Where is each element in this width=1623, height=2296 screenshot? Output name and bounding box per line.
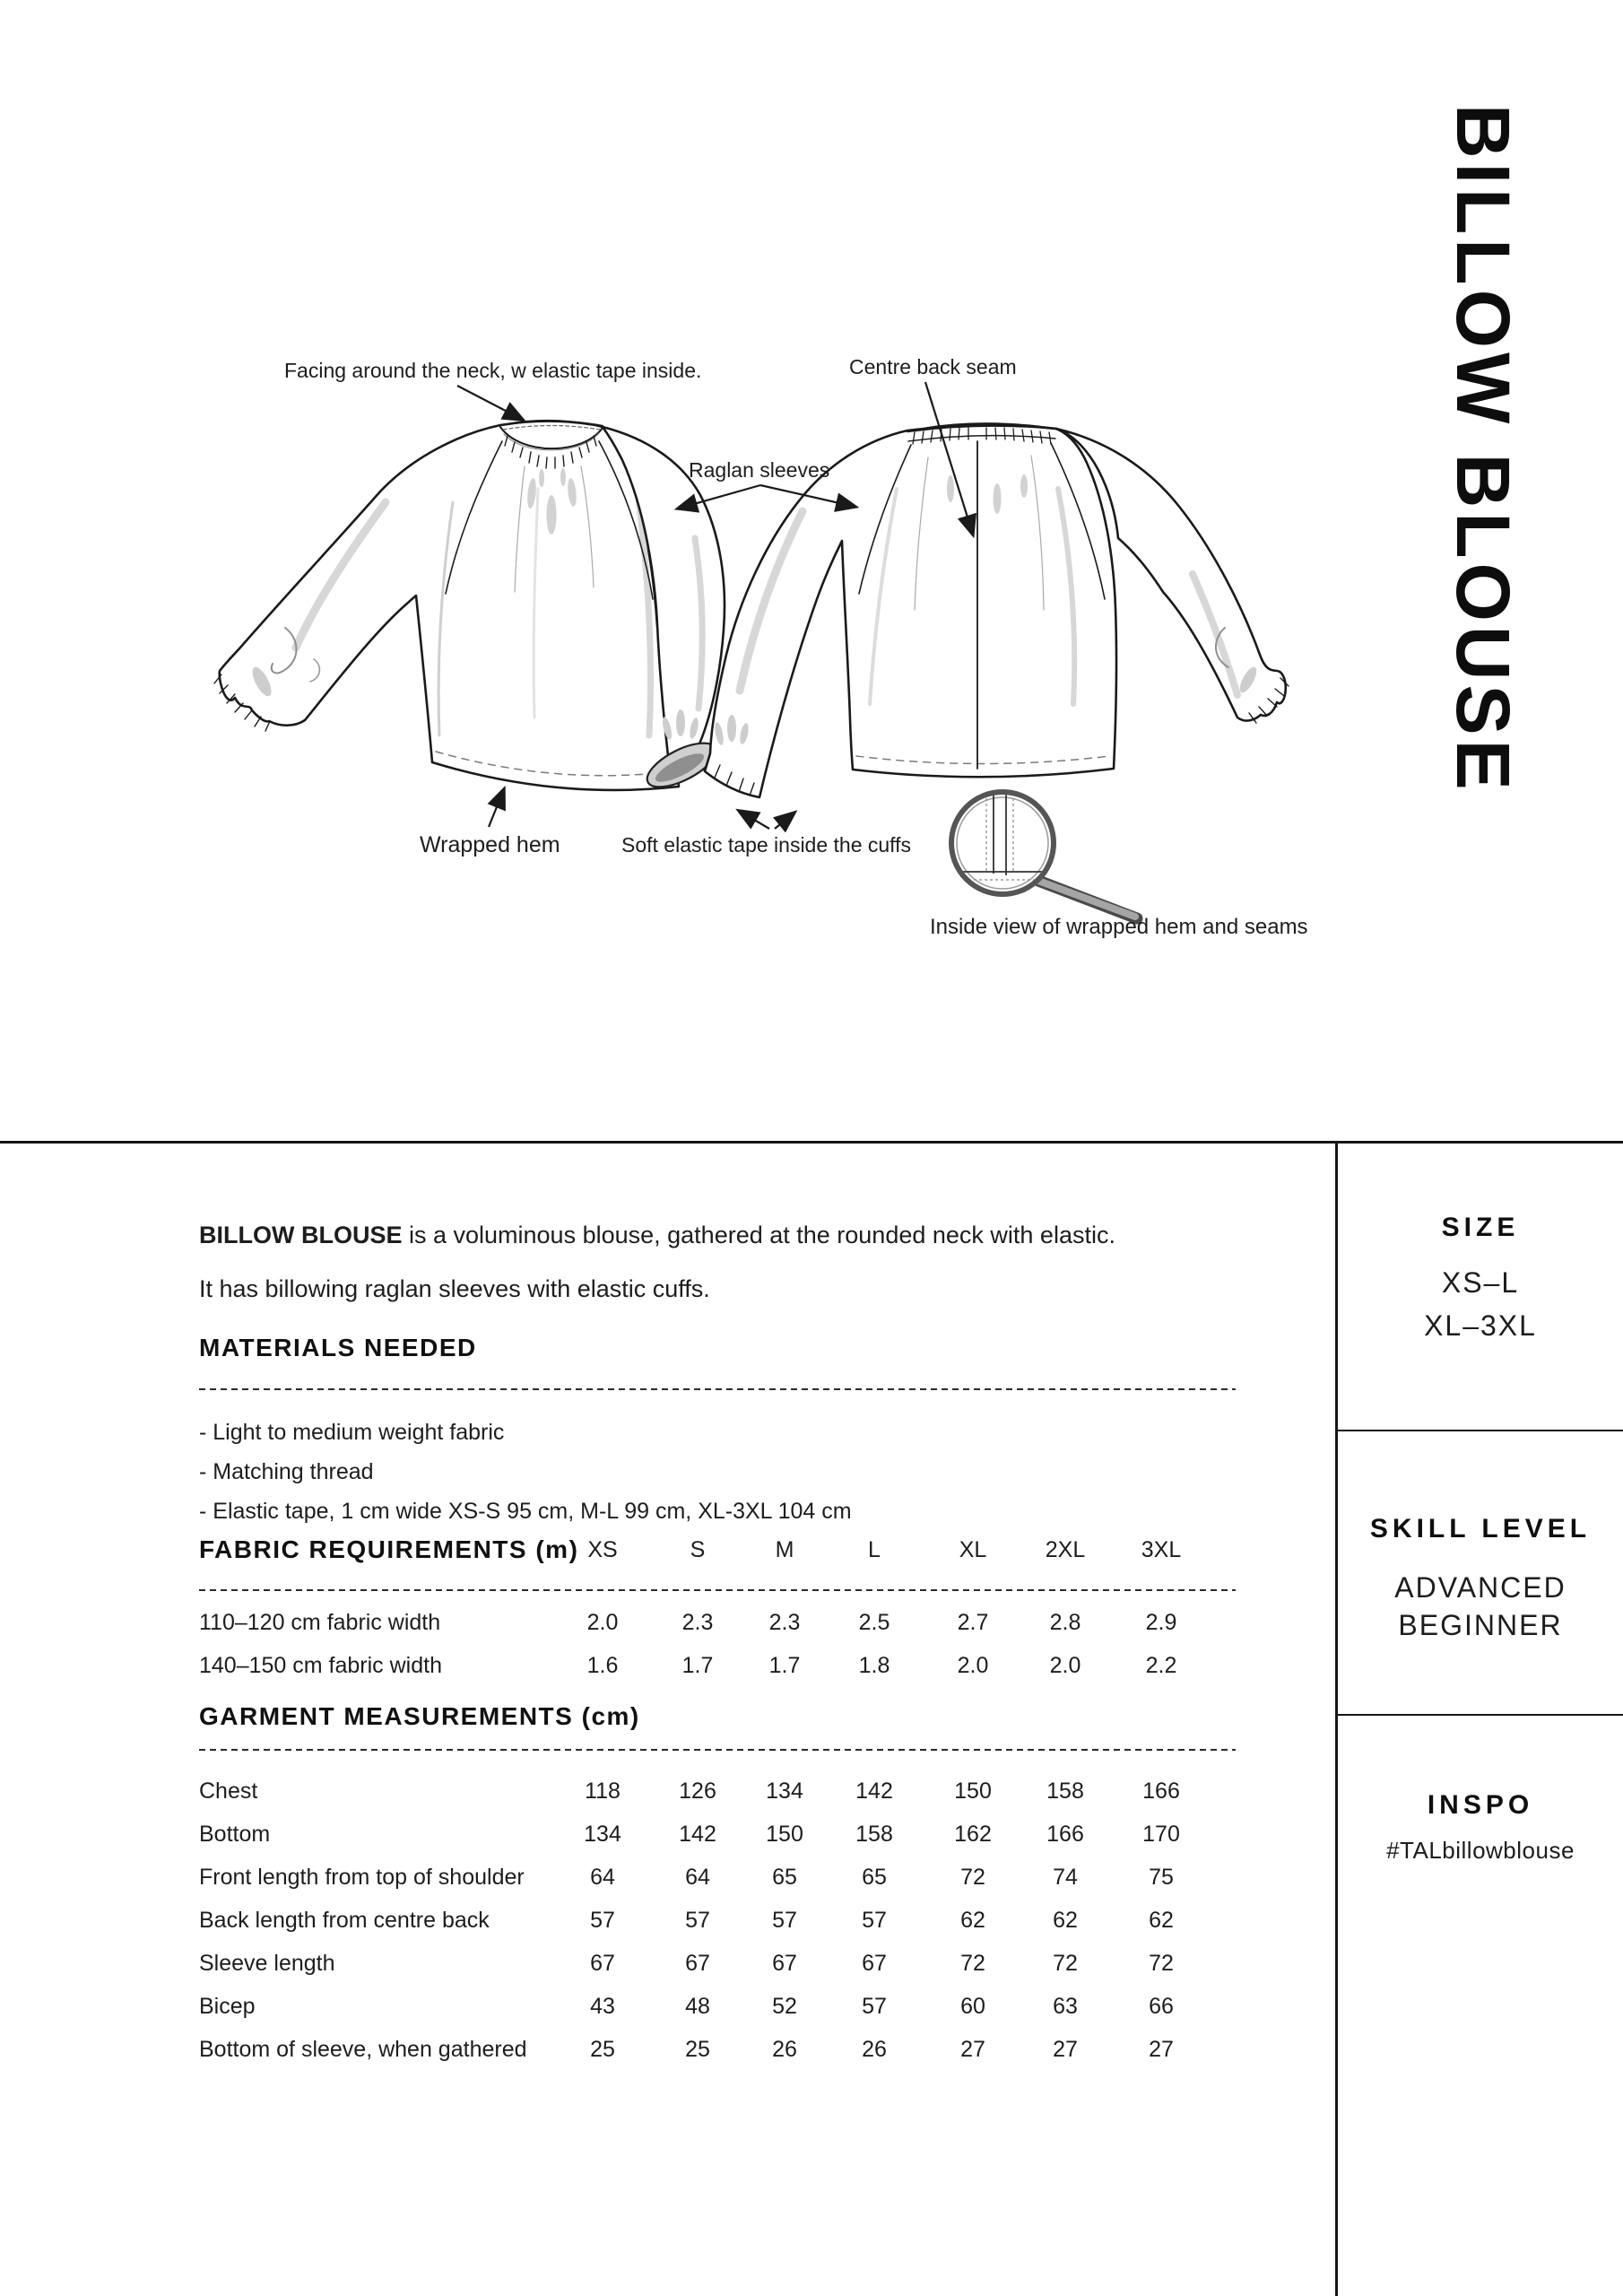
fabric-row-label: 140–150 cm fabric width <box>199 1653 442 1678</box>
garment-value: 57 <box>862 1994 887 2019</box>
sidebar-size-heading: SIZE <box>1441 1213 1520 1242</box>
fabric-value: 1.8 <box>858 1653 890 1678</box>
garment-value: 27 <box>1053 2037 1078 2062</box>
front-view <box>214 421 725 796</box>
garment-value: 63 <box>1053 1994 1078 2019</box>
fabric-value: 2.3 <box>768 1610 801 1635</box>
garment-row-label: Chest <box>199 1779 258 1804</box>
garment-value: 25 <box>685 2037 710 2062</box>
garment-row-label: Bicep <box>199 1994 256 2019</box>
materials-item: - Matching thread <box>199 1459 374 1484</box>
size-column-header: S <box>690 1537 706 1562</box>
annotation-soft-elastic-cuffs: Soft elastic tape inside the cuffs <box>621 833 912 857</box>
sidebar-divider-2 <box>1338 1714 1623 1716</box>
garment-value: 158 <box>1046 1779 1084 1804</box>
garment-value: 162 <box>954 1822 992 1847</box>
garment-value: 158 <box>855 1822 893 1847</box>
garment-value: 72 <box>960 1865 985 1890</box>
fabric-requirements-heading: FABRIC REQUIREMENTS (m) <box>199 1535 579 1563</box>
garment-value: 27 <box>960 2037 985 2062</box>
description-bold: BILLOW BLOUSE <box>199 1222 403 1248</box>
garment-value: 26 <box>772 2037 797 2062</box>
materials-item: - Light to medium weight fabric <box>199 1420 505 1445</box>
garment-value: 62 <box>1053 1908 1078 1933</box>
annotation-raglan-sleeves: Raglan sleeves <box>689 458 830 482</box>
garment-row-label: Bottom <box>199 1822 271 1847</box>
garment-value: 64 <box>685 1865 710 1890</box>
fabric-value: 1.6 <box>586 1653 619 1678</box>
garment-value: 134 <box>766 1779 803 1804</box>
garment-value: 67 <box>685 1951 710 1976</box>
page-title-vertical: BILLOW BLOUSE <box>1441 104 1525 795</box>
garment-value: 66 <box>1149 1994 1174 2019</box>
sidebar-skill-heading: SKILL LEVEL <box>1369 1514 1592 1544</box>
garment-row-label: Bottom of sleeve, when gathered <box>199 2037 527 2062</box>
garment-value: 27 <box>1149 2037 1174 2062</box>
size-column-header: 3XL <box>1141 1537 1182 1562</box>
fabric-value: 1.7 <box>681 1653 714 1678</box>
garment-value: 57 <box>772 1908 797 1933</box>
annotation-centre-back-seam: Centre back seam <box>849 355 1017 378</box>
garment-row-label: Back length from centre back <box>199 1908 490 1933</box>
materials-heading: MATERIALS NEEDED <box>199 1334 477 1361</box>
garment-value: 150 <box>766 1822 803 1847</box>
garment-value: 134 <box>584 1822 621 1847</box>
garment-value: 65 <box>772 1865 797 1890</box>
garment-value: 75 <box>1149 1865 1174 1890</box>
sidebar-inspo-hashtag: #TALbillowblouse <box>1386 1837 1575 1864</box>
garment-value: 166 <box>1046 1822 1084 1847</box>
garment-value: 142 <box>855 1779 893 1804</box>
description-rest: is a voluminous blouse, gathered at the rounded neck with elastic. <box>402 1222 1115 1248</box>
fabric-value: 2.8 <box>1049 1610 1081 1635</box>
sidebar-inspo-heading: INSPO <box>1427 1790 1534 1820</box>
main-horizontal-rule <box>0 1141 1623 1144</box>
fabric-value: 1.7 <box>768 1653 801 1678</box>
size-column-header: M <box>775 1537 794 1562</box>
sidebar-size-range-1: XS–L <box>1441 1266 1520 1299</box>
fabric-value: 2.0 <box>1049 1653 1081 1678</box>
sidebar-size-range-2: XL–3XL <box>1424 1309 1537 1342</box>
description-line-1 <box>199 1222 1115 1249</box>
sidebar-skill-level-2: BEGINNER <box>1398 1609 1563 1641</box>
garment-value: 64 <box>590 1865 615 1890</box>
fabric-row-label: 110–120 cm fabric width <box>199 1610 441 1635</box>
size-column-header: XS <box>587 1537 618 1562</box>
garment-value: 118 <box>585 1779 621 1804</box>
fabric-value: 2.9 <box>1145 1610 1177 1635</box>
garment-value: 62 <box>960 1908 985 1933</box>
size-column-header: L <box>868 1537 881 1562</box>
garment-value: 57 <box>862 1908 887 1933</box>
fabric-value: 2.3 <box>681 1610 714 1635</box>
garment-value: 48 <box>685 1994 710 2019</box>
annotation-inside-view: Inside view of wrapped hem and seams <box>930 915 1308 939</box>
annotation-wrapped-hem: Wrapped hem <box>420 832 560 857</box>
garment-value: 126 <box>679 1779 716 1804</box>
garment-dashed-rule <box>199 1749 1236 1751</box>
garment-value: 57 <box>590 1908 615 1933</box>
garment-value: 166 <box>1142 1779 1180 1804</box>
garment-value: 150 <box>954 1779 992 1804</box>
garment-value: 57 <box>685 1908 710 1933</box>
garment-value: 43 <box>590 1994 615 2019</box>
materials-dashed-rule <box>199 1388 1236 1390</box>
garment-value: 60 <box>960 1994 985 2019</box>
fabric-value: 2.0 <box>957 1653 989 1678</box>
garment-value: 170 <box>1142 1822 1180 1847</box>
garment-value: 25 <box>590 2037 615 2062</box>
garment-value: 72 <box>960 1951 985 1976</box>
sidebar-divider-1 <box>1338 1430 1623 1431</box>
fabric-value: 2.5 <box>858 1610 890 1635</box>
annotation-facing-neck: Facing around the neck, w elastic tape inside. <box>284 359 702 382</box>
size-column-header: 2XL <box>1045 1537 1086 1562</box>
garment-value: 67 <box>862 1951 887 1976</box>
garment-measurements-heading: GARMENT MEASUREMENTS (cm) <box>199 1702 640 1730</box>
garment-value: 72 <box>1053 1951 1078 1976</box>
fabric-value: 2.7 <box>957 1610 989 1635</box>
fabric-value: 2.2 <box>1145 1653 1177 1678</box>
garment-value: 52 <box>772 1994 797 2019</box>
garment-value: 142 <box>679 1822 716 1847</box>
garment-value: 67 <box>590 1951 615 1976</box>
magnifier-inside-view <box>951 792 1137 918</box>
fabric-value: 2.0 <box>586 1610 619 1635</box>
garment-row-label: Front length from top of shoulder <box>199 1865 525 1890</box>
description-line-2: It has billowing raglan sleeves with elastic cuffs. <box>199 1275 710 1302</box>
fabric-dashed-rule <box>199 1589 1236 1591</box>
garment-value: 62 <box>1149 1908 1174 1933</box>
garment-value: 67 <box>772 1951 797 1976</box>
garment-row-label: Sleeve length <box>199 1951 335 1976</box>
garment-value: 74 <box>1053 1865 1078 1890</box>
size-column-header: XL <box>959 1537 987 1562</box>
garment-value: 65 <box>862 1865 887 1890</box>
materials-item: - Elastic tape, 1 cm wide XS-S 95 cm, M-L 99 cm, XL-3XL 104 cm <box>199 1499 852 1524</box>
garment-value: 72 <box>1149 1951 1174 1976</box>
sidebar-skill-level-1: ADVANCED <box>1394 1571 1567 1604</box>
garment-value: 26 <box>862 2037 887 2062</box>
